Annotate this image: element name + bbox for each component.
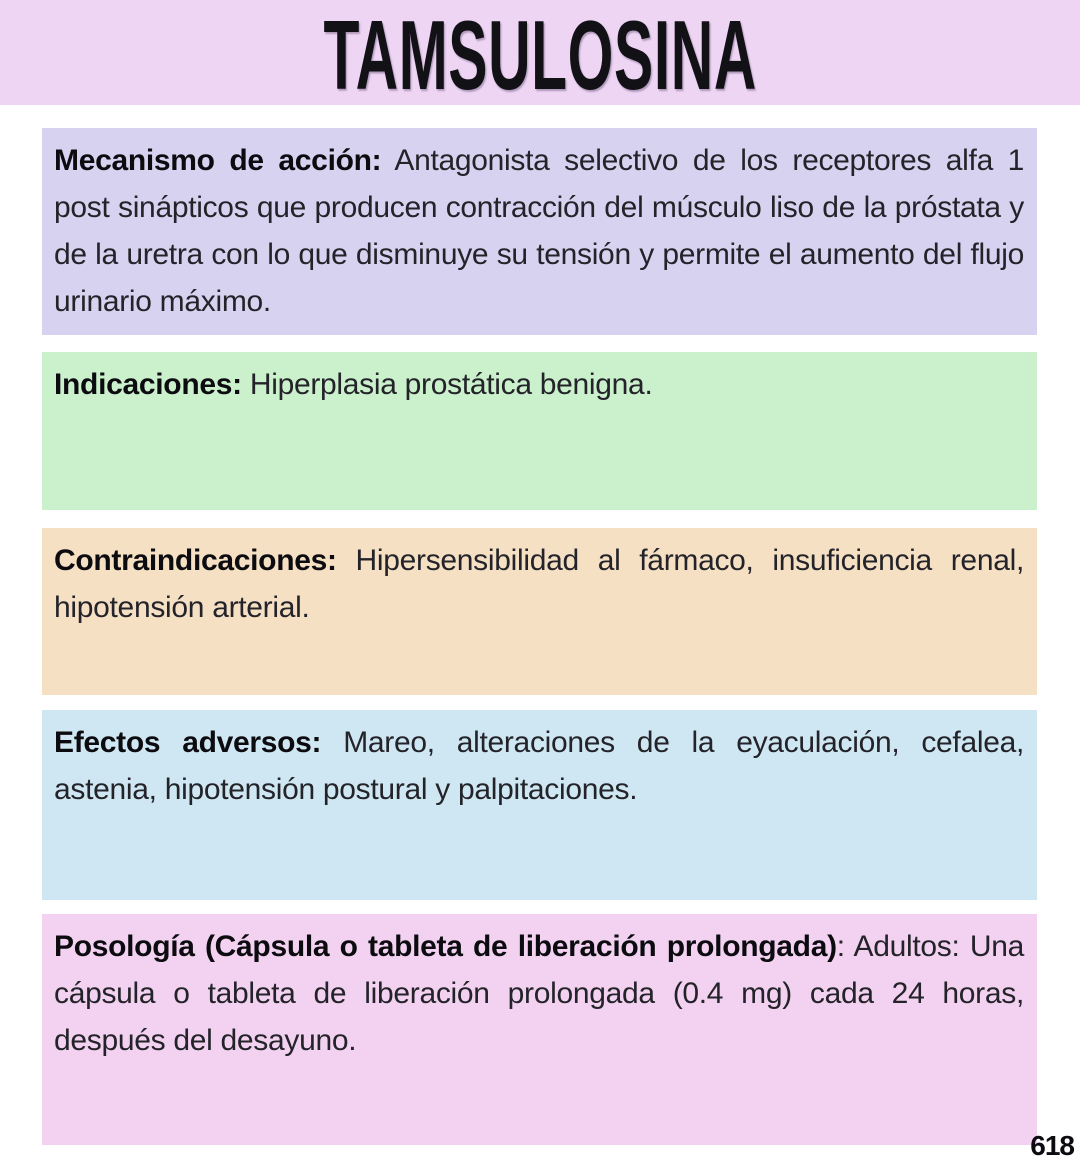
section-label: Efectos adversos: <box>54 726 322 759</box>
section-label: Mecanismo de acción: <box>54 144 382 177</box>
section-text: Mareo, alteraciones de la eyaculación, cefalea, astenia, hipotensión postural y palpitaciones. <box>54 726 1024 806</box>
page-number: 618 <box>1030 1130 1074 1161</box>
section-dosage <box>42 914 1037 1145</box>
section-text: Hiperplasia prostática benigna. <box>241 368 653 401</box>
section-label: Indicaciones: <box>54 368 242 401</box>
section-text: Adultos: Una cápsula o tableta de liberación prolongada (0.4 mg) cada 24 horas, después del desayuno. <box>54 930 1024 1057</box>
page-title: TAMSULOSINA <box>323 0 757 110</box>
section-label: Posología (Cápsula o tableta de liberación prolongada) <box>54 930 837 963</box>
header-band <box>0 0 1080 110</box>
section-contraindications <box>42 528 1037 695</box>
section-mechanism-of-action <box>42 128 1037 335</box>
section-label: Contraindicaciones: <box>54 544 337 577</box>
section-text: Hipersensibilidad al fármaco, insuficiencia renal, hipotensión arterial. <box>54 544 1024 624</box>
section-adverse-effects <box>42 710 1037 900</box>
section-indications <box>42 352 1037 510</box>
section-label-suffix: : <box>836 930 845 963</box>
section-text: Antagonista selectivo de los receptores alfa 1 post sinápticos que producen contracción del músculo liso de la próstata y de la uretra con lo que disminuye su tensión y permite el aumento del flujo urinario máximo. <box>54 144 1024 318</box>
content-area <box>0 128 1037 1145</box>
